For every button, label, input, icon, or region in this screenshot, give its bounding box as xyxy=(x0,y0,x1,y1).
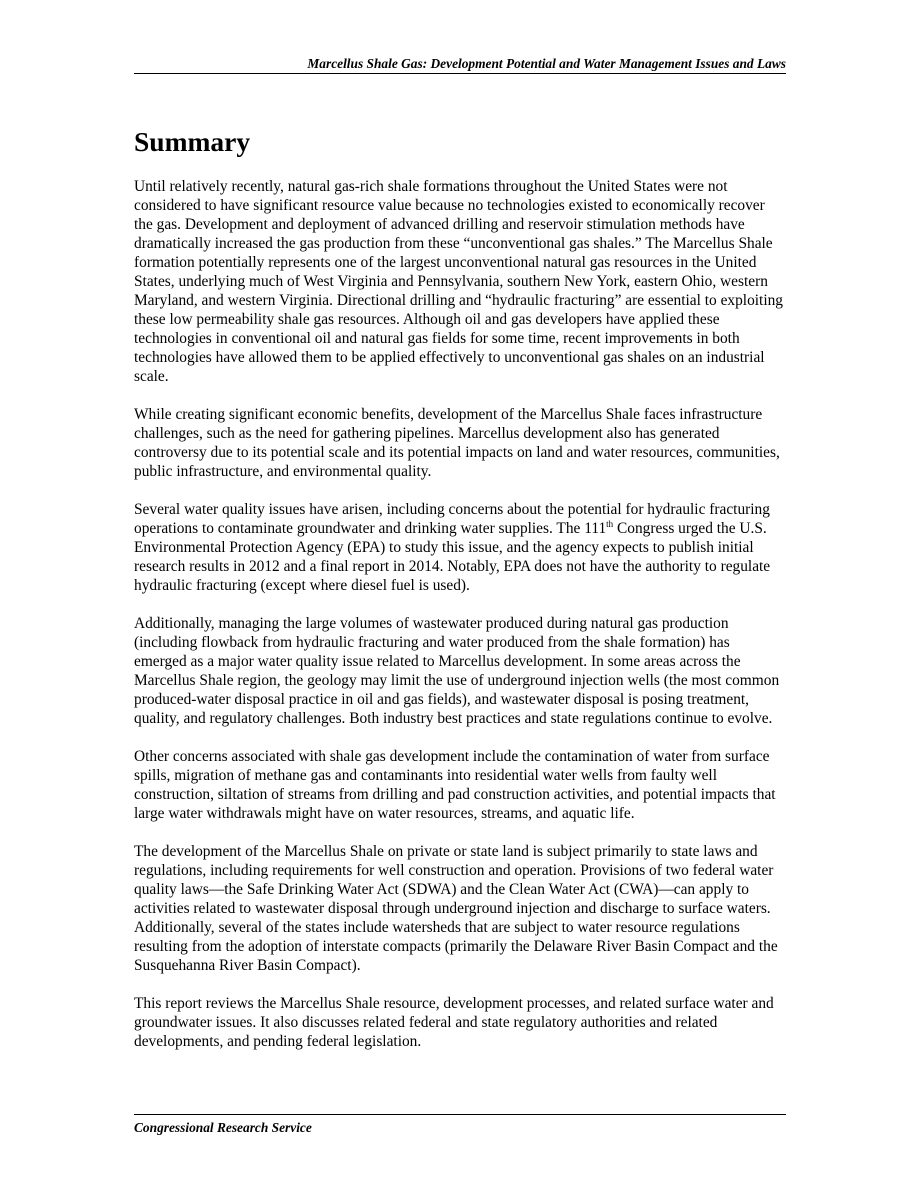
ordinal-superscript: th xyxy=(606,519,614,529)
paragraph-text: Congress urged the U.S. Environmental Protection Agency (EPA) to study this issue, and the agency expects to publish initial research results in 2012 and a final report in 2014. Notably, EPA does not have the authority to regulate hydraulic fracturing (except where diesel fuel is used). xyxy=(134,520,771,594)
header-divider xyxy=(134,73,786,74)
paragraph xyxy=(134,500,786,595)
footer-divider xyxy=(134,1114,786,1115)
running-footer: Congressional Research Service xyxy=(134,1120,312,1135)
paragraph-text: Several water quality issues have arisen, including concerns about the potential for hydraulic fracturing operations to contaminate groundwater and drinking water supplies. The 111 xyxy=(134,501,770,537)
paragraph: While creating significant economic benefits, development of the Marcellus Shale faces infrastructure challenges, such as the need for gathering pipelines. Marcellus development also has generated controversy due to its potential scale and its potential impacts on land and water resources, communities, public infrastructure, and environmental quality. xyxy=(134,406,780,480)
paragraph: Additionally, managing the large volumes of wastewater produced during natural gas production (including flowback from hydraulic fracturing and water produced from the shale formation) has emerged as a major water quality issue related to Marcellus development. In some areas across the Marcellus Shale region, the geology may limit the use of underground injection wells (the most common produced-water disposal practice in oil and gas fields), and wastewater disposal is posing treatment, quality, and regulatory challenges. Both industry best practices and state regulations continue to evolve. xyxy=(134,615,780,727)
paragraph: Other concerns associated with shale gas development include the contamination of water from surface spills, migration of methane gas and contaminants into residential water wells from faulty well construction, siltation of streams from drilling and pad construction activities, and potential impacts that large water withdrawals might have on water resources, streams, and aquatic life. xyxy=(134,748,776,822)
page-title: Summary xyxy=(134,126,251,157)
paragraph: Until relatively recently, natural gas-rich shale formations throughout the United States were not considered to have significant resource value because no technologies existed to economically recover the gas. Development and deployment of advanced drilling and reservoir stimulation methods have dramatically increased the gas production from these “unconventional gas shales.” The Marcellus Shale formation potentially represents one of the largest unconventional natural gas resources in the United States, underlying much of West Virginia and Pennsylvania, southern New York, eastern Ohio, western Maryland, and western Virginia. Directional drilling and “hydraulic fracturing” are essential to exploiting these low permeability shale gas resources. Although oil and gas developers have applied these technologies in conventional oil and natural gas fields for some time, recent improvements in both technologies have allowed them to be applied effectively to unconventional gas shales on an industrial scale. xyxy=(134,178,783,385)
summary-body xyxy=(134,177,786,1070)
running-header: Marcellus Shale Gas: Development Potential and Water Management Issues and Laws xyxy=(307,56,786,71)
paragraph: The development of the Marcellus Shale on private or state land is subject primarily to state laws and regulations, including requirements for well construction and operation. Provisions of two federal water quality laws—the Safe Drinking Water Act (SDWA) and the Clean Water Act (CWA)—can apply to activities related to wastewater disposal through underground injection and discharge to surface waters. Additionally, several of the states include watersheds that are subject to water resource regulations resulting from the adoption of interstate compacts (primarily the Delaware River Basin Compact and the Susquehanna River Basin Compact). xyxy=(134,843,778,974)
paragraph: This report reviews the Marcellus Shale resource, development processes, and related surface water and groundwater issues. It also discusses related federal and state regulatory authorities and related developments, and pending federal legislation. xyxy=(134,995,774,1050)
